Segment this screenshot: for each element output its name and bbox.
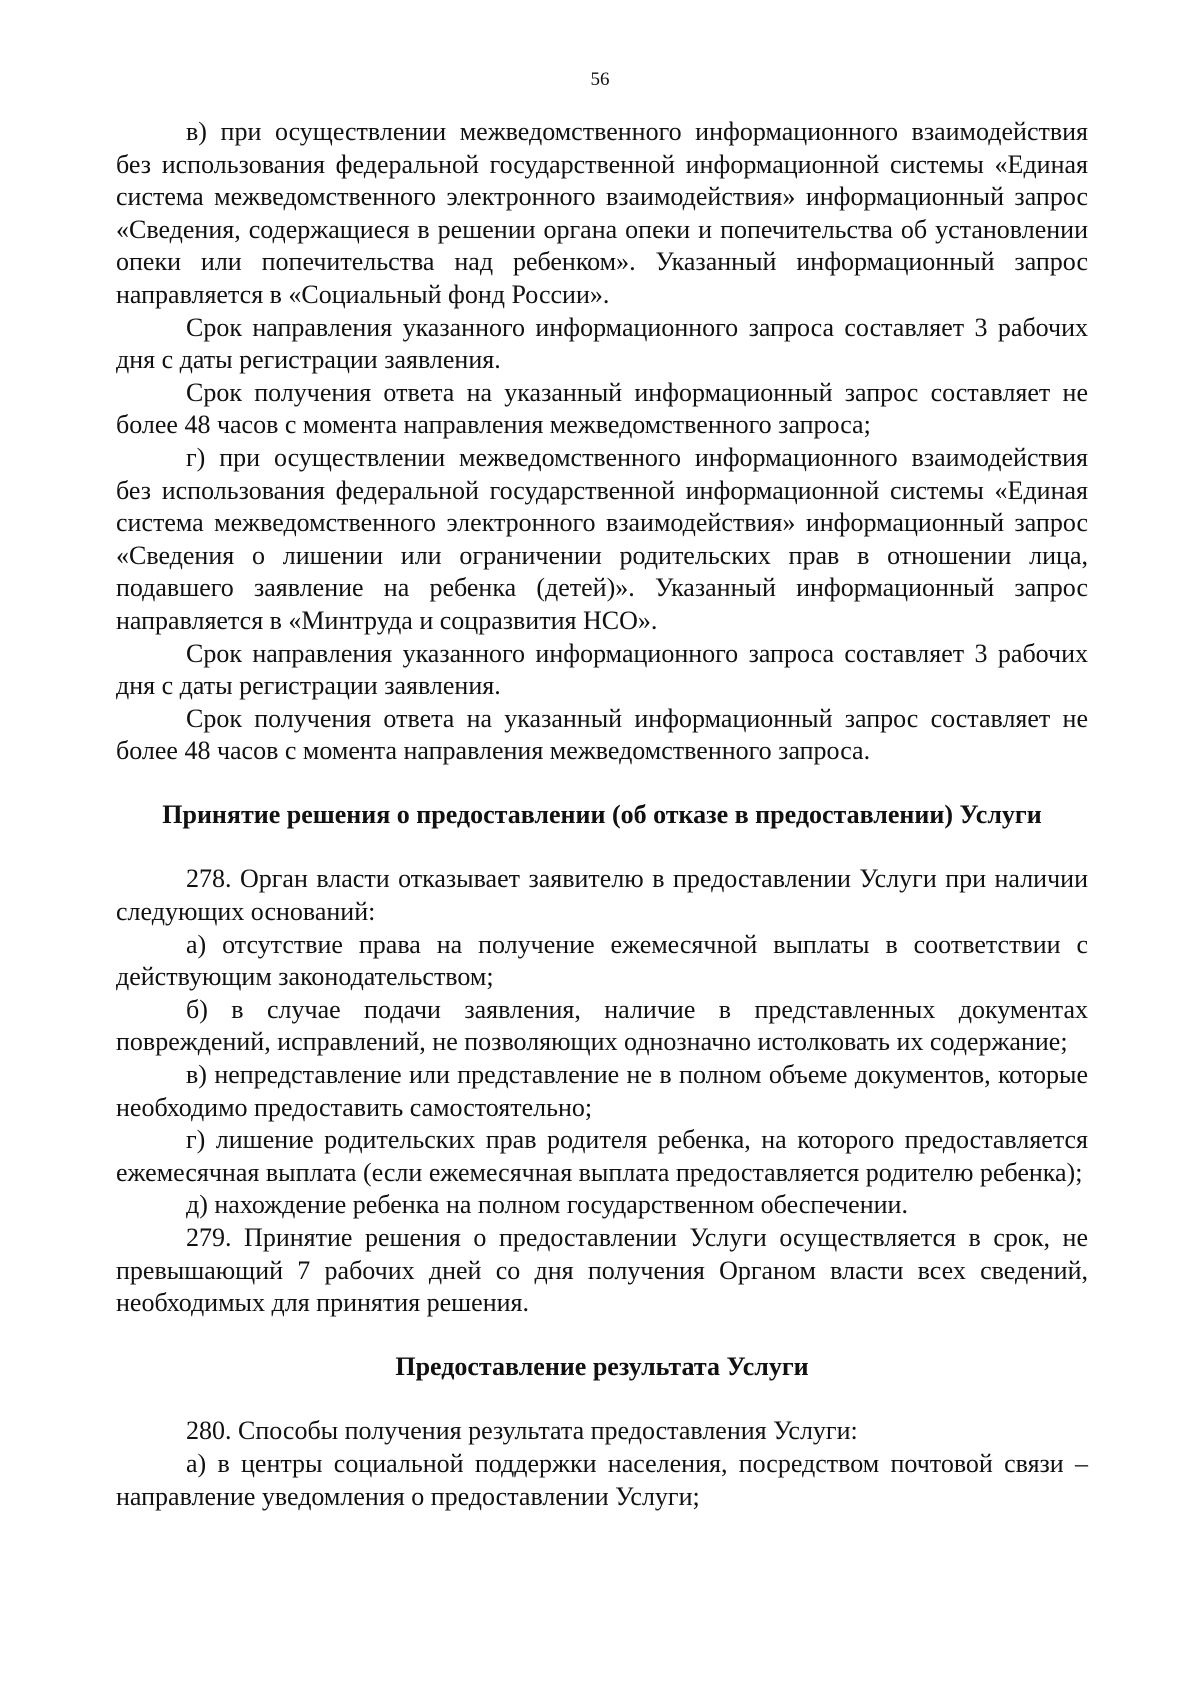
paragraph-280: 280. Способы получения результата предоставления Услуги: — [186, 1416, 858, 1446]
paragraph-request-deadline-2: Срок направления указанного информационного запроса составляет 3 рабочих дня с даты регистрации заявления. — [116, 638, 1088, 701]
paragraph-response-deadline: Срок получения ответа на указанный информационный запрос составляет не более 48 часов с момента направления межведомственного запроса; — [116, 377, 1088, 440]
paragraph-request-deadline: Срок направления указанного информационного запроса составляет 3 рабочих дня с даты регистрации заявления. — [116, 312, 1088, 375]
paragraph-279: 279. Принятие решения о предоставлении Услуги осуществляется в срок, не превышающий 7 рабочих дней со дня получения Органом власти всех сведений, необходимых для принятия решения. — [116, 1223, 1088, 1318]
paragraph-g-interagency-request-parental-rights: г) при осуществлении межведомственного информационного взаимодействия без использования федеральной государственной информационной системы «Единая система межведомственного электронного взаимодействия» информационный запрос «Сведения о лишении или ограничении родительских прав в отношении лица, подавшего заявление на ребенка (детей)». Указанный информационный запрос направляется в «Минтруда и соцразвития НСО». — [116, 442, 1088, 635]
paragraph-278-d: д) нахождение ребенка на полном государственном обеспечении. — [186, 1190, 908, 1220]
spacer — [116, 1383, 1088, 1415]
spacer — [116, 831, 1088, 863]
section-heading-decision: Принятие решения о предоставлении (об отказе в предоставлении) Услуги — [162, 799, 1042, 829]
spacer — [116, 768, 1088, 799]
paragraph-v-interagency-request-opeka: в) при осуществлении межведомственного информационного взаимодействия без использования федеральной государственной информационной системы «Единая система межведомственного электронного взаимодействия» информационный запрос «Сведения, содержащиеся в решении органа опеки и попечительства об установлении опеки или попечительства над ребенком». Указанный информационный запрос направляется в «Социальный фонд России». — [116, 117, 1088, 309]
paragraph-278-b: б) в случае подачи заявления, наличие в представленных документах повреждений, исправлений, не позволяющих однозначно истолковать их содержание; — [116, 994, 1088, 1057]
paragraph-278-g: г) лишение родительских прав родителя ребенка, на которого предоставляется ежемесячная выплата (если ежемесячная выплата предоставляется родителю ребенка); — [116, 1125, 1088, 1187]
page-number: 56 — [590, 69, 610, 90]
paragraph-278: 278. Орган власти отказывает заявителю в предоставлении Услуги при наличии следующих оснований: — [116, 864, 1088, 927]
spacer — [116, 1320, 1088, 1351]
section-heading-result: Предоставление результата Услуги — [395, 1351, 809, 1381]
paragraph-280-a: а) в центры социальной поддержки населения, посредством почтовой связи – направление уведомления о предоставлении Услуги; — [116, 1448, 1088, 1511]
paragraph-278-v: в) непредставление или представление не в полном объеме документов, которые необходимо предоставить самостоятельно; — [116, 1060, 1088, 1122]
paragraph-response-deadline-2: Срок получения ответа на указанный информационный запрос составляет не более 48 часов с момента направления межведомственного запроса. — [116, 703, 1088, 766]
paragraph-278-a: а) отсутствие права на получение ежемесячной выплаты в соответствии с действующим законодательством; — [116, 929, 1088, 992]
page-body — [116, 116, 1088, 1513]
